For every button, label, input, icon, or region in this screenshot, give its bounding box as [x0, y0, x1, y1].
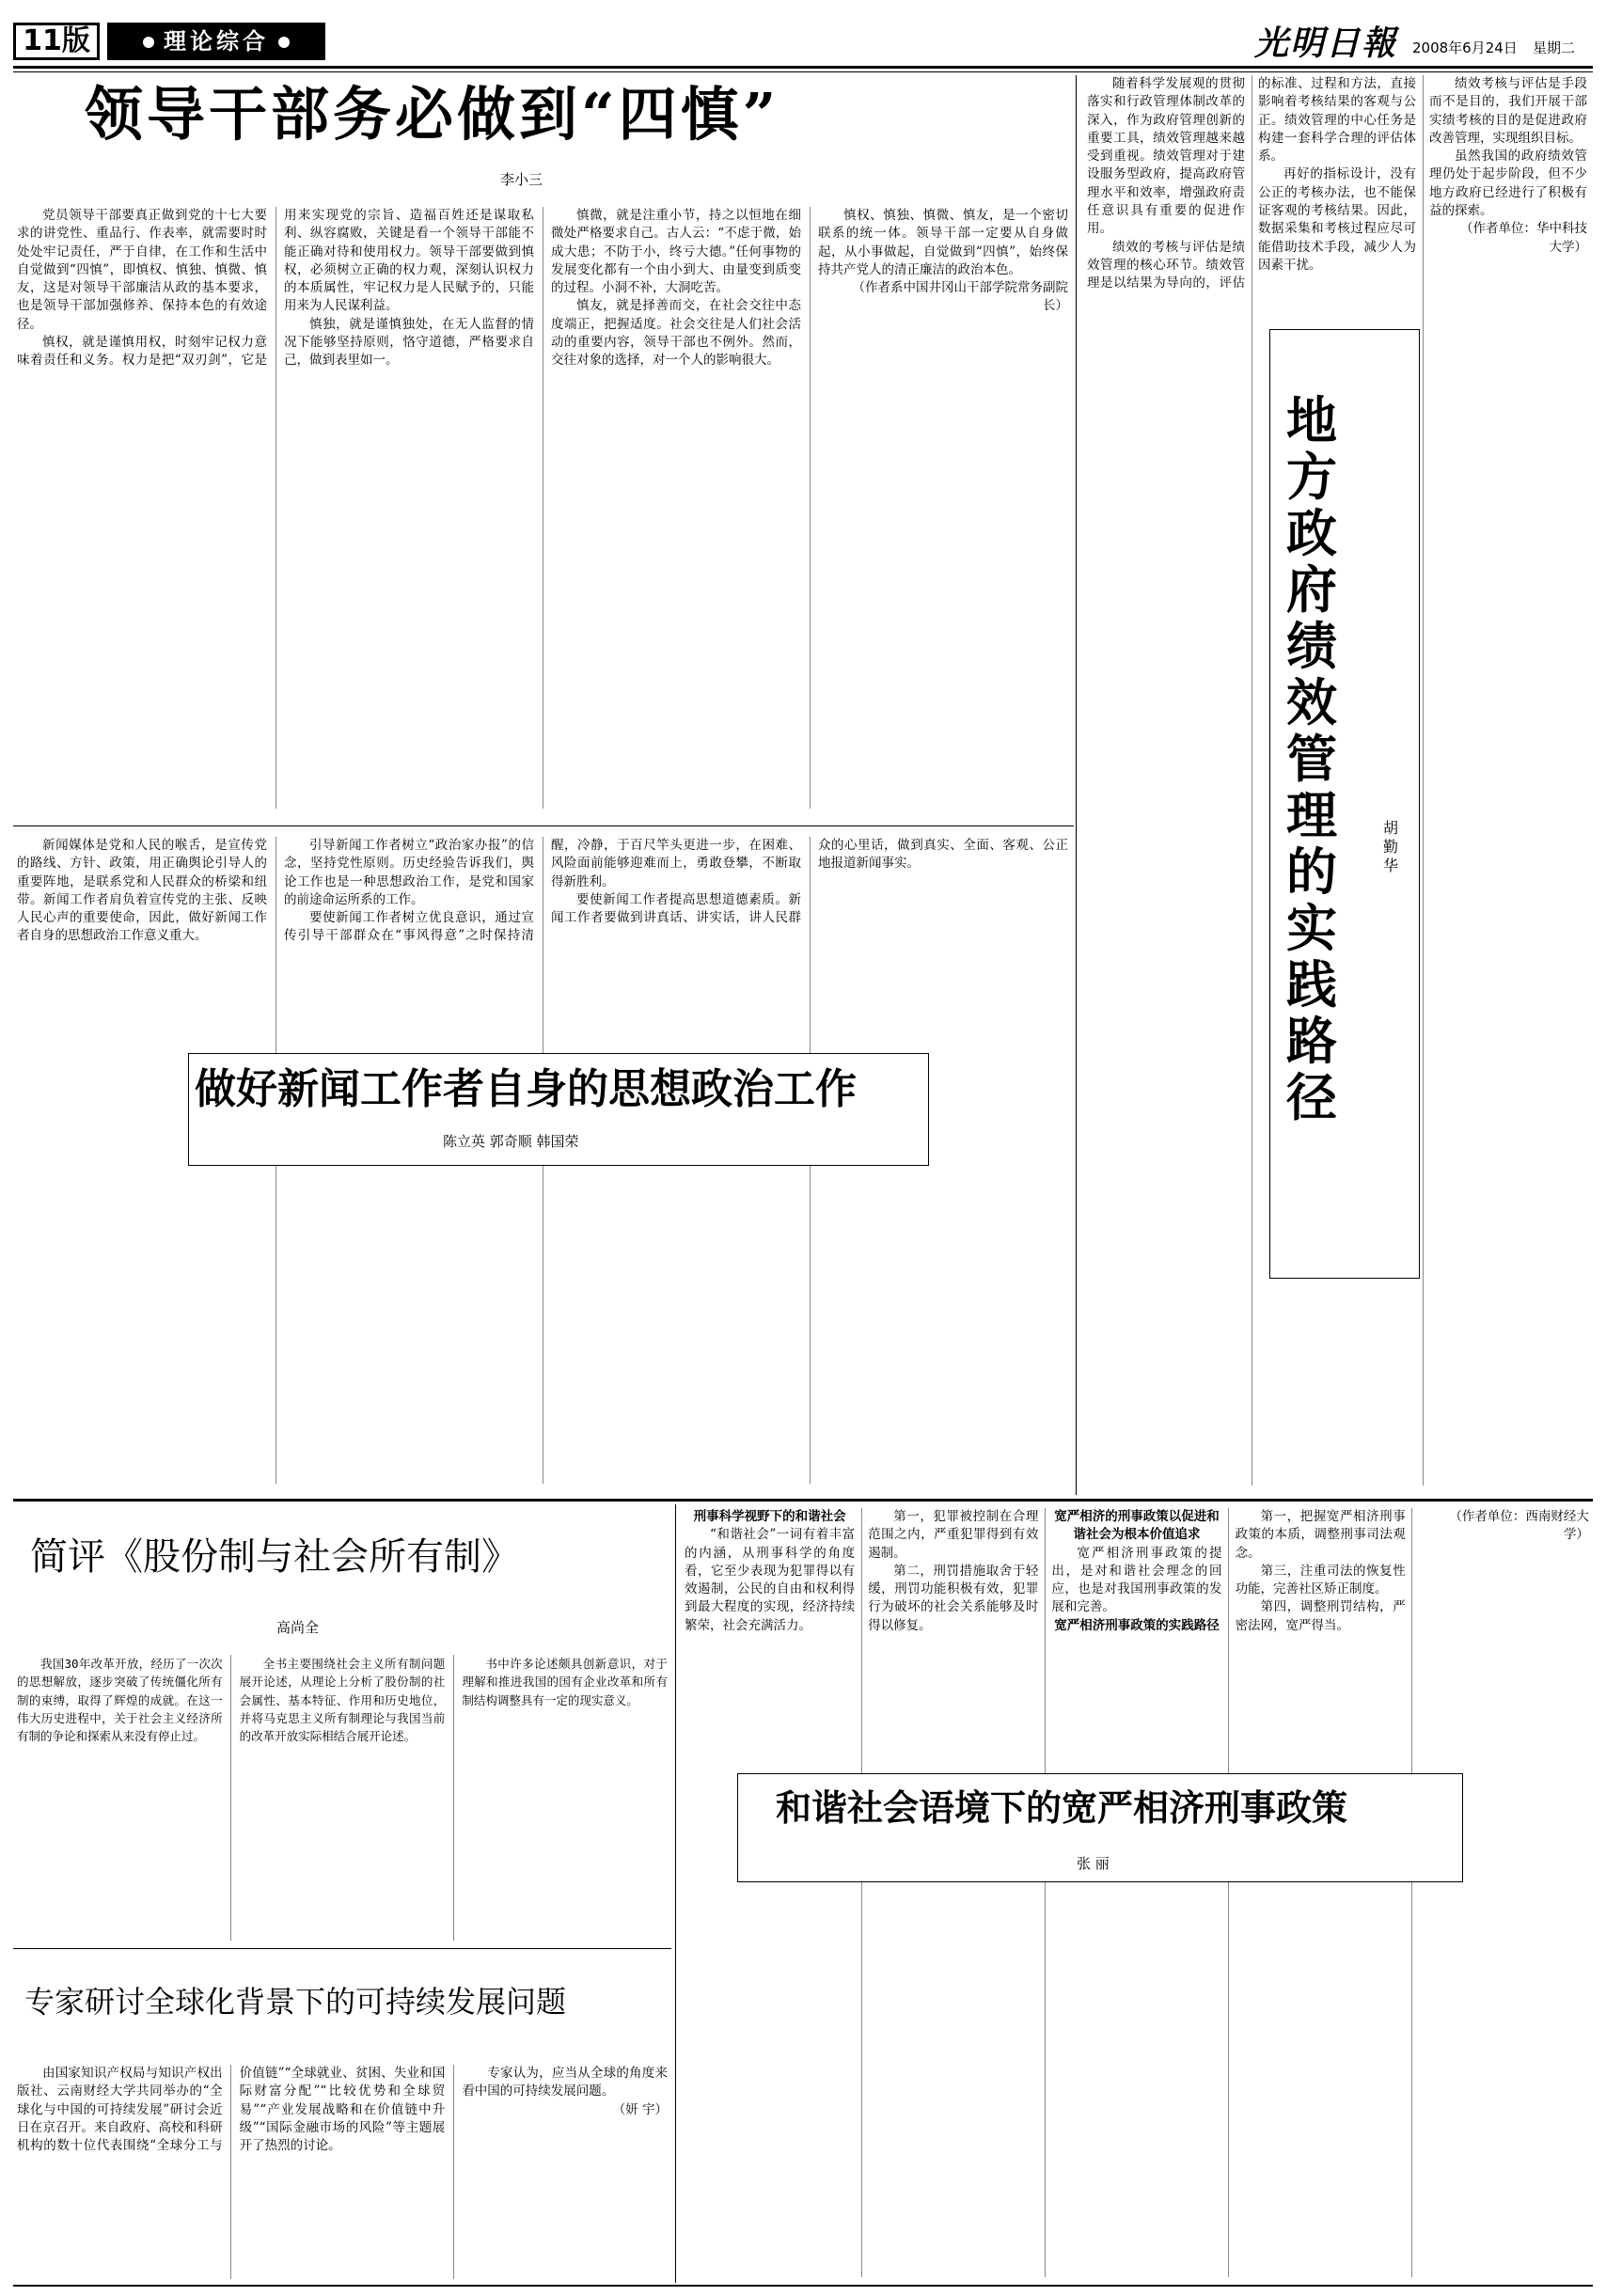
section-label	[107, 23, 325, 60]
paragraph: 宽严相济刑事政策的提出，是对和谐社会理念的回应，也是对我国刑事政策的发展和完善。	[1051, 1545, 1222, 1615]
paragraph: 绩效考核与评估是手段而不是目的，我们开展干部实绩考核的目的是促进政府改善管理，实现组织目标。	[1429, 76, 1587, 146]
paragraph: 我国30年改革开放，经历了一次次的思想解放，逐步突破了传统僵化所有制的束缚，取得了辉煌的成就。在这一伟大历史进程中，关于社会主义经济所有制的争论和探索从来没有停止过。	[17, 1657, 223, 1744]
article-sishen	[13, 75, 1072, 820]
bullet-icon	[143, 37, 154, 48]
paragraph: 随着科学发展观的贯彻落实和行政管理体制改革的深入，作为政府管理创新的重要工具，绩效管理越来越受到重视。绩效管理对于建设服务型政府，提高政府管理水平和效率，增强政府责任意识具有重要的促进作用。	[1087, 76, 1245, 237]
paragraph: 再好的指标设计，没有公正的考核办法，也不能保证客观的考核结果。因此，数据采集和考核过程应尽可能借助技术手段，减少人为因素干扰。	[1258, 166, 1416, 273]
article-author: 胡勤华	[1383, 819, 1399, 874]
paragraph: 专家认为，应当从全球的角度来看中国的可持续发展问题。	[462, 2066, 668, 2099]
header-rule-thin	[13, 71, 1593, 72]
article-body	[17, 1655, 668, 1941]
paragraph: 要使新闻工作者提高思想道德素质。新闻工作者要做到讲真话、讲实话，讲人民群众的心里话，做到真实、全面、客观、公正地报道新闻事实。	[551, 838, 1068, 926]
article-title: 专家研讨全球化背景下的可持续发展问题	[24, 1984, 567, 2020]
paragraph: 慎权、慎独、慎微、慎友，是一个密切联系的统一体。领导干部一定要从自身做起，从小事做起，自觉做到“四慎”，始终保持共产党人的清正廉洁的政治本色。	[818, 208, 1068, 277]
article-title: 和谐社会语境下的宽严相济刑事政策	[776, 1787, 1348, 1829]
article-zhuanjia	[13, 1952, 671, 2283]
paragraph: 全书主要围绕社会主义所有制问题展开论述，从理论上分析了股份制的社会属性、基本特征、作用和历史地位，并将马克思主义所有制理论与我国当前的改革开放实际相结合展开论述。	[239, 1657, 446, 1744]
paragraph: 绩效的考核与评估是绩效管理的核心环节。绩效管理是以结果为导向的，评估的标准、过程和方法，直接影响着考核结果的客观与公正。绩效管理的中心任务是构建一套科学合理的评估体系。	[1087, 76, 1416, 291]
issue-weekday: 星期二	[1533, 39, 1576, 56]
vertical-title-box	[1269, 329, 1420, 1279]
article-author: 陈立英 郭奇顺 韩国荣	[443, 1133, 579, 1150]
paragraph: 慎独，就是谨慎独处，在无人监督的情况下能够坚持原则，恪守道德，严格要求自己，做到表里如一。	[284, 316, 534, 369]
edition-number: 11版	[13, 23, 100, 60]
article-author: 张 丽	[1077, 1855, 1110, 1872]
paragraph: 第一，犯罪被控制在合理范围之内，严重犯罪得到有效遏制。	[868, 1509, 1039, 1561]
article-title: 领导干部务必做到“四慎”	[85, 80, 780, 149]
subheading: 刑事科学视野下的和谐社会	[693, 1509, 846, 1524]
article-xinwen	[13, 831, 1072, 1495]
bullet-icon	[278, 37, 290, 48]
article-author: 李小三	[500, 171, 543, 188]
paragraph: 第二，刑罚措施取舍于轻缓，刑罚功能积极有效，犯罪行为破坏的社会关系能够及时得以修复。	[868, 1563, 1039, 1633]
author-note: （作者单位：西南财经大学）	[1449, 1509, 1589, 1543]
paragraph: 由国家知识产权局与知识产权出版社、云南财经大学共同举办的“全球化与中国的可持续发展”研讨会近日在京召开。来自政府、高校和科研机构的数十位代表围绕“全球分工与价值链”“全球就业、贫困、失业和国际财富分配”“比较优势和全球贸易”“产业发展战略和在价值链中升级”“国际金融市场的风险”等主题展开了热烈的讨论。	[17, 2066, 446, 2154]
article-body	[17, 207, 1068, 809]
section-name: 理论综合	[164, 28, 269, 55]
article-title: 做好新闻工作者自身的思想政治工作	[195, 1065, 857, 1113]
page-header	[13, 17, 1593, 64]
section-rule	[13, 1499, 1593, 1502]
article-body	[17, 2065, 668, 2279]
header-rule	[13, 66, 1593, 69]
article-author: 高尚全	[276, 1619, 320, 1636]
paragraph: 书中许多论述颇具创新意识，对于理解和推进我国的国有企业改革和所有制结构调整具有一定的现实意义。	[462, 1657, 668, 1707]
paragraph: 第三，注重司法的恢复性功能，完善社区矫正制度。	[1235, 1563, 1406, 1597]
newspaper-name: 光明日報	[1254, 24, 1398, 63]
paragraph: 虽然我国的政府绩效管理仍处于起步阶段，但不少地方政府已经进行了积极有益的探索。	[1429, 149, 1587, 219]
author-note: （妍 宇）	[612, 2101, 668, 2117]
column-divider	[675, 1504, 676, 2283]
paragraph: 新闻媒体是党和人民的喉舌，是宣传党的路线、方针、政策，用正确舆论引导人的重要阵地，是联系党和人民群众的桥梁和纽带。新闻工作者肩负着宣传党的主张、反映人民心声的重要使命，因此，做好新闻工作者自身的思想政治工作意义重大。	[17, 838, 267, 944]
paragraph: 慎权，就是谨慎用权，时刻牢记权力意味着责任和义务。权力是把“双刃剑”，它是用来实现党的宗旨、造福百姓还是谋取私利、纵容腐败，关键是看一个领导干部能不能正确对待和使用权力。领导干部要做到慎权，必须树立正确的权力观，深刻认识权力的本质属性，牢记权力是人民赋予的，只能用来为人民谋利益。	[17, 208, 534, 369]
subheading: 宽严相济的刑事政策以促进和谐社会为根本价值追求	[1054, 1509, 1220, 1543]
article-zhengfu	[1081, 75, 1593, 1495]
article-xingshi	[681, 1504, 1593, 2283]
paragraph: 要使新闻工作者树立优良意识，通过宣传引导干部群众在“事风得意”之时保持清醒，冷静，于百尺竿头更进一步，在困难、风险面前能够迎难而上，勇敢登攀，不断取得新胜利。	[284, 838, 801, 944]
article-title: 简评《股份制与社会所有制》	[30, 1535, 519, 1579]
footer-rule	[13, 2285, 1593, 2287]
author-note: （作者系中国井冈山干部学院常务副院长）	[852, 280, 1068, 314]
paragraph: 慎友，就是择善而交，在社会交往中态度端正，把握适度。社会交往是人们社会活动的重要内容，领导干部也不例外。然而，交往对象的选择，对一个人的影响很大。	[551, 298, 801, 369]
column-divider	[1076, 75, 1077, 1495]
headline-box	[188, 1053, 929, 1166]
headline-box	[737, 1773, 1463, 1882]
subheading: 宽严相济刑事政策的实践路径	[1054, 1617, 1220, 1633]
article-body	[685, 1508, 1589, 2277]
issue-date: 2008年6月24日	[1412, 39, 1518, 56]
article-title: 地方政府绩效管理的实践路径	[1286, 390, 1337, 1127]
paragraph: 引导新闻工作者树立“政治家办报”的信念，坚持党性原则。历史经验告诉我们，舆论工作也是一种思想政治工作，是党和国家的前途命运所系的工作。	[284, 838, 534, 907]
article-gufen	[13, 1504, 671, 1946]
paragraph: “和谐社会”一词有着丰富的内涵，从刑事科学的角度看，它至少表现为犯罪得以有效遏制，公民的自由和权利得到最大程度的实现，经济持续繁荣，社会充满活力。	[685, 1527, 856, 1633]
section-divider	[13, 1948, 671, 1949]
paragraph: 第四，调整刑罚结构，严密法网，宽严得当。	[1235, 1599, 1406, 1633]
paragraph: 第一，把握宽严相济刑事政策的本质，调整刑事司法观念。	[1235, 1509, 1406, 1561]
paragraph: 党员领导干部要真正做到党的十七大要求的讲党性、重品行、作表率，就需要时时处处牢记责任，严于自律，在工作和生活中自觉做到“四慎”，即慎权、慎独、慎微、慎友，这是对领导干部廉洁从政的基本要求，也是领导干部加强修养、保持本色的有效途径。	[17, 208, 267, 332]
author-note: （作者单位：华中科技大学）	[1460, 221, 1587, 255]
paragraph: 慎微，就是注重小节，持之以恒地在细微处严格要求自己。古人云：“不虑于微，始成大患；不防于小，终亏大德。”任何事物的发展变化都有一个由小到大、由量变到质变的过程。小洞不补，大洞吃苦。	[551, 208, 801, 296]
